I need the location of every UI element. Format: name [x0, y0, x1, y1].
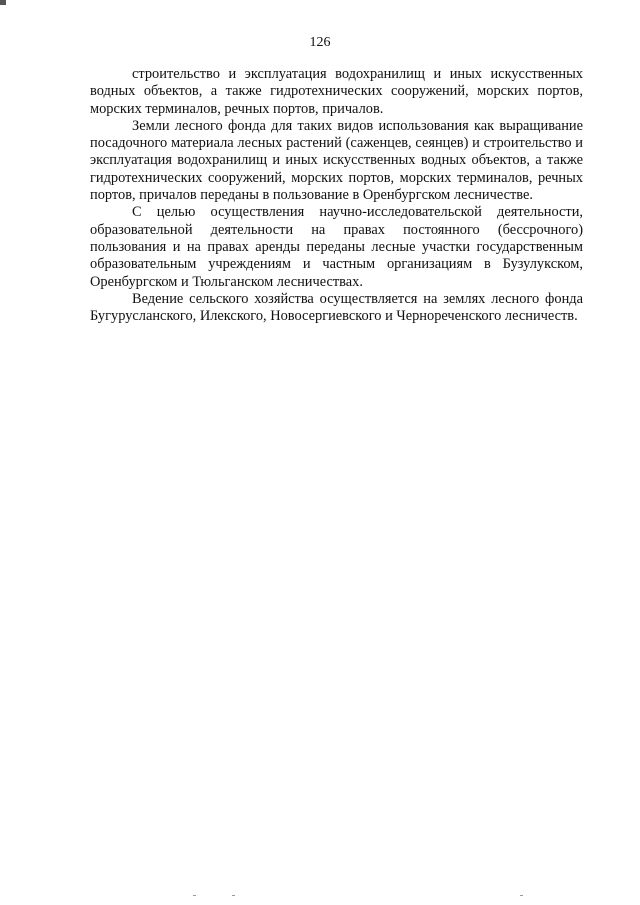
scan-speck	[232, 895, 235, 896]
scan-speck	[520, 895, 523, 896]
scan-corner-mark	[0, 0, 6, 5]
scan-speck	[193, 895, 196, 896]
page-number: 126	[309, 35, 331, 50]
document-body	[90, 66, 583, 325]
paragraph-continuation: строительство и эксплуатация водохранилищ и иных искусственных водных объектов, а также гидротехнических сооружений, морских портов, морских терминалов, речных портов, причалов.	[90, 66, 583, 117]
paragraph-research-education: С целью осуществления научно-исследовательской деятельности, образовательной деятельности на правах постоянного (бессрочного) пользования и на правах аренды переданы лесные участки государственным образовательным учреждениям и частным организациям в Бузулукском, Оренбургском и Тюльганском лесничествах.	[90, 204, 583, 290]
paragraph-agriculture: Ведение сельского хозяйства осуществляется на землях лесного фонда Бугурусланского, Илекского, Новосергиевского и Чернореченского лесничеств.	[90, 290, 583, 325]
scan-bottom-specks	[0, 895, 640, 901]
paragraph-forest-land-use: Земли лесного фонда для таких видов использования как выращивание посадочного материала лесных растений (саженцев, сеянцев) и строительство и эксплуатация водохранилищ и иных искусственных водных объектов, а также гидротехнических сооружений, морских портов, морских терминалов, речных портов, причалов переданы в пользование в Оренбургском лесничестве.	[90, 117, 583, 204]
